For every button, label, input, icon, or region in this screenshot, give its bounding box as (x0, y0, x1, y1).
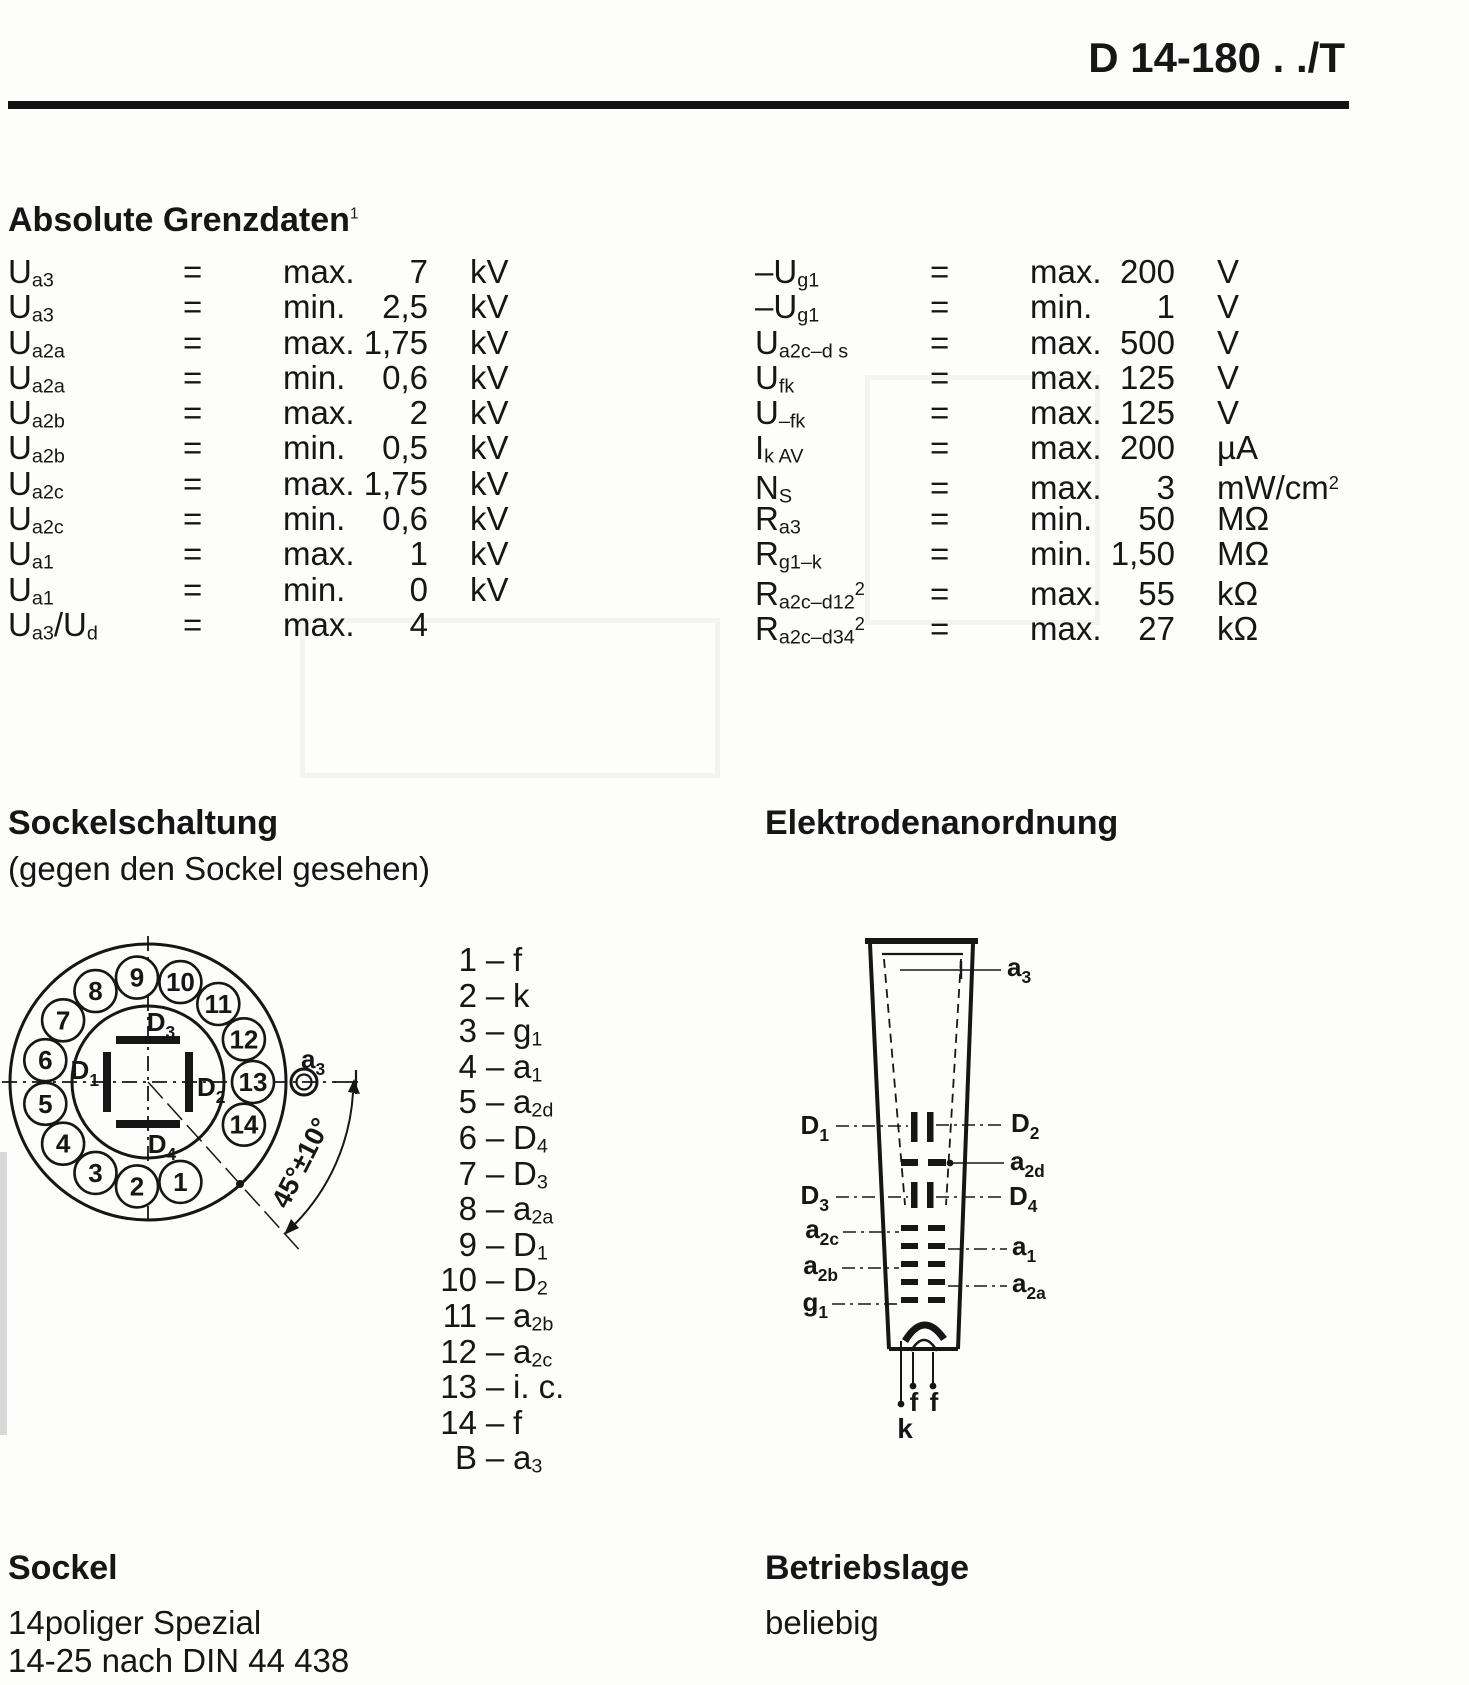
limit-value: 1 (1156, 288, 1175, 326)
equals-sign: = (183, 253, 203, 290)
limit-symbol: $R_{a3}$ (755, 500, 801, 539)
k-label: k (897, 1413, 913, 1444)
pin-number: 2 (458, 976, 477, 1014)
limit-symbol: $R_{a2c-d12}^2$ (755, 574, 865, 614)
pin-number: 9 (458, 1225, 477, 1263)
equals-sign: = (930, 323, 950, 361)
d2-label: $D_2$ (1011, 1108, 1040, 1143)
angle-dimension-label: 45°±10° (265, 1113, 337, 1213)
limit-qualifier: min. (283, 288, 346, 326)
limit-unit: kV (470, 394, 509, 432)
limit-qualifier: max. (1030, 253, 1102, 290)
limit-row (8, 535, 509, 574)
equals-sign: = (183, 605, 203, 643)
pin-separator: – (485, 1154, 505, 1192)
pin-separator: – (485, 1296, 505, 1334)
limit-qualifier: min. (283, 570, 346, 608)
limit-symbol: $R_{g1-k}$ (755, 535, 822, 574)
tube-inner-dashed-right (946, 959, 961, 1205)
socket-pin-number: 11 (204, 989, 233, 1019)
pin-number: 12 (440, 1332, 477, 1370)
mounting-position-value: beliebig (765, 1604, 879, 1641)
a2c-label: $a_{2c}$ (805, 1214, 839, 1249)
limit-symbol: $U_{a2c}$ (8, 500, 64, 539)
pin-separator: – (485, 1368, 505, 1406)
limit-symbol: $U_{-fk}$ (755, 394, 806, 433)
equals-sign: = (930, 253, 950, 290)
anode-stack-bar (928, 1225, 945, 1231)
anode-stack-bar (928, 1261, 945, 1267)
socket-pin-number: 6 (38, 1045, 53, 1076)
limit-qualifier: max. (1030, 468, 1102, 506)
pin-label: $a_{2a}$ (513, 1190, 554, 1229)
equals-sign: = (183, 500, 203, 538)
pin-number: 8 (458, 1190, 477, 1228)
electrode-d1-plate (911, 1112, 918, 1142)
pin-separator: – (485, 941, 505, 978)
diagonal-reference-dot (236, 1180, 244, 1188)
limit-qualifier: min. (1030, 500, 1093, 538)
limit-value: 1,75 (363, 323, 428, 361)
limit-unit: kV (470, 323, 509, 361)
limit-symbol: $-U_{g1}$ (755, 288, 820, 327)
equals-sign: = (930, 288, 950, 326)
pinout-row (399, 1156, 564, 1192)
limit-qualifier: max. (283, 253, 355, 290)
limit-qualifier: min. (283, 358, 346, 396)
limit-unit: V (1217, 358, 1240, 396)
pinout-row (399, 1262, 564, 1298)
footnote-mark: 1 (349, 205, 359, 223)
base-din-line: 14-25 nach DIN 44 438 (8, 1642, 350, 1679)
tube-inner-dashed-left (884, 959, 905, 1205)
pin-separator: – (485, 1190, 505, 1228)
anode-stack-bar (901, 1261, 918, 1267)
pin-number: 5 (458, 1083, 477, 1121)
pinout-row (399, 1440, 564, 1476)
pin-number: 11 (442, 1296, 477, 1334)
pin-label: k (513, 976, 530, 1014)
pin-label: f (513, 1403, 523, 1441)
limit-row (8, 358, 509, 398)
limit-row (8, 323, 509, 363)
plate-d2-bar (185, 1052, 193, 1112)
a2d-bar (901, 1159, 918, 1166)
pinout-row (399, 1227, 564, 1263)
pin-number: 14 (440, 1403, 477, 1441)
plate-d2-label: $D_2$ (197, 1072, 226, 1107)
equals-sign: = (930, 609, 950, 647)
pin-separator: – (485, 1083, 505, 1121)
limit-value: 200 (1119, 253, 1175, 290)
pin-separator: – (485, 1439, 505, 1477)
pin-label: $a_1$ (513, 1047, 543, 1087)
equals-sign: = (930, 500, 950, 538)
a2d-leader-dot (947, 1160, 954, 1167)
electrode-section-heading: Elektrodenanordnung (765, 804, 1119, 842)
socket-pin-number: 12 (229, 1024, 259, 1055)
anode-stack-bar (928, 1279, 945, 1285)
limit-qualifier: max. (283, 535, 355, 573)
equals-sign: = (183, 464, 203, 502)
a2a-label: $a_{2a}$ (1012, 1268, 1046, 1303)
limit-value: 1,50 (1110, 535, 1175, 573)
scan-ghost-artifact (865, 375, 1100, 625)
anode-stack-bar (928, 1243, 945, 1249)
socket-pin-number: 7 (55, 1005, 71, 1036)
limit-symbol: $U_{a2c-d s}$ (755, 323, 849, 363)
a1-label: $a_1$ (1012, 1231, 1037, 1266)
limit-qualifier: max. (1030, 429, 1102, 467)
pin-label: $D_3$ (513, 1154, 548, 1194)
pin-separator: – (485, 1261, 505, 1299)
equals-sign: = (930, 358, 950, 396)
socket-section-heading: Sockelschaltung (8, 804, 279, 842)
f-label: f (909, 1387, 919, 1417)
pinout-row (399, 1191, 564, 1227)
plate-d1-label: $D_1$ (70, 1055, 99, 1090)
pin-separator: – (485, 1118, 505, 1156)
limit-symbol: $U_{a3}$ (8, 253, 54, 292)
limit-value: 125 (1119, 358, 1175, 396)
anode-stack-bar (901, 1279, 918, 1285)
limit-symbol: $U_{a1}$ (8, 570, 54, 610)
pinout-row (399, 1298, 564, 1334)
socket-pin-number: 13 (238, 1067, 268, 1097)
socket-pin-number: 3 (88, 1157, 103, 1188)
limit-qualifier: max. (283, 323, 355, 361)
socket-pin-number: 4 (55, 1128, 71, 1159)
socket-pin-number: 1 (173, 1166, 188, 1197)
limit-value: 0 (409, 570, 428, 608)
d1-label: $D_1$ (800, 1110, 829, 1145)
pin-separator: – (485, 1047, 505, 1085)
limit-value: 500 (1119, 323, 1175, 361)
pinout-row (399, 1120, 564, 1156)
equals-sign: = (183, 358, 203, 396)
limit-symbol: $U_{a2b}$ (8, 394, 65, 433)
base-type-line: 14poliger Spezial (8, 1604, 262, 1641)
limit-unit: V (1217, 288, 1240, 326)
limit-value: 7 (409, 253, 428, 290)
limit-unit: kV (470, 500, 509, 538)
tube-right-wall (958, 944, 973, 1349)
limits-table-left (8, 253, 509, 645)
pinout-list (399, 942, 564, 1476)
pin-number: 3 (458, 1012, 477, 1050)
electrode-d4-plate (927, 1182, 934, 1208)
limit-symbol: $U_{a2b}$ (8, 429, 65, 469)
pin-label: $D_1$ (513, 1225, 548, 1265)
limit-row (755, 288, 1339, 327)
limit-qualifier: max. (1030, 394, 1102, 432)
plate-d4-label: $D_4$ (147, 1129, 177, 1164)
f-label: f (929, 1387, 939, 1417)
limit-qualifier: max. (1030, 358, 1102, 396)
d3-label: $D_3$ (800, 1180, 829, 1215)
limit-symbol: $I_{k AV}$ (755, 429, 804, 469)
limit-unit: kΩ (1217, 574, 1259, 612)
equals-sign: = (930, 429, 950, 467)
limit-qualifier: min. (283, 500, 346, 538)
pin-label: $D_4$ (513, 1118, 548, 1158)
limits-heading-text: Absolute Grenzdaten (8, 201, 350, 239)
socket-pin-number: 5 (38, 1088, 53, 1119)
diagrams-canvas (0, 860, 1469, 1490)
limit-value: 0,5 (382, 429, 428, 467)
pin-number: 10 (440, 1261, 477, 1299)
k-lead-dot (898, 1401, 905, 1408)
pin-label: $D_2$ (513, 1261, 548, 1300)
mounting-position-heading: Betriebslage (765, 1549, 970, 1587)
pinout-row (399, 1049, 564, 1085)
pin-separator: – (485, 976, 505, 1014)
pin-number: 13 (440, 1368, 477, 1406)
pinout-row (399, 1013, 564, 1049)
anode-stack-bar (901, 1297, 918, 1303)
limit-symbol: $N_S$ (755, 468, 793, 508)
limit-qualifier: max. (283, 394, 355, 432)
limit-symbol: $U_{a2a}$ (8, 358, 65, 398)
a2d-bar (928, 1159, 946, 1166)
cathode-shield-arc (905, 1325, 944, 1341)
limit-value: 0,6 (382, 500, 428, 538)
electrode-d2-plate (927, 1112, 934, 1142)
header-rule (8, 101, 1349, 109)
limit-qualifier: min. (1030, 535, 1093, 573)
equals-sign: = (930, 394, 950, 432)
limit-row (755, 323, 1339, 363)
a3-label: $a_3$ (1007, 952, 1032, 987)
socket-pin-number: 10 (165, 967, 195, 998)
pin-separator: – (485, 1403, 505, 1441)
limit-unit: V (1217, 323, 1240, 361)
socket-subtitle: (gegen den Sockel gesehen) (8, 850, 430, 887)
limit-value: 2,5 (382, 288, 428, 326)
pin-separator: – (485, 1012, 505, 1050)
equals-sign: = (930, 468, 950, 506)
tube-left-wall (870, 944, 889, 1349)
pinout-row (399, 1084, 564, 1120)
limit-unit: V (1217, 253, 1240, 290)
socket-pin-ring (24, 957, 274, 1208)
limit-value: 0,6 (382, 358, 428, 396)
limit-qualifier: max. (1030, 574, 1102, 612)
limit-value: 55 (1138, 574, 1175, 612)
limit-qualifier: min. (283, 429, 346, 467)
socket-diagram (2, 936, 360, 1254)
limit-value: 200 (1119, 429, 1175, 467)
socket-pin-number: 14 (229, 1109, 259, 1140)
limit-unit: V (1217, 394, 1240, 432)
scan-ghost-artifact (300, 618, 720, 778)
pinout-row (399, 1405, 564, 1441)
limit-symbol: $-U_{g1}$ (755, 253, 820, 292)
electrode-diagram (801, 941, 1047, 1444)
limit-symbol: $U_{a3}/U_d$ (8, 605, 98, 645)
limit-unit: MΩ (1217, 500, 1270, 538)
base-heading: Sockel (8, 1549, 118, 1587)
pinout-row (399, 942, 564, 978)
pin-number: 7 (458, 1154, 477, 1192)
limit-unit: $mW/cm^2$ (1217, 468, 1339, 506)
limit-qualifier: max. (1030, 609, 1102, 647)
socket-pin-number: 8 (88, 976, 103, 1007)
limit-qualifier: min. (1030, 288, 1093, 326)
pin-number: B (454, 1439, 477, 1477)
pinout-row (399, 978, 564, 1014)
limit-value: 3 (1156, 468, 1175, 506)
pin-label: $g_1$ (513, 1012, 543, 1051)
socket-pin-number: 9 (129, 962, 145, 993)
pin-label: i. c. (513, 1368, 565, 1406)
limit-row (8, 429, 509, 469)
equals-sign: = (183, 323, 203, 361)
pin-separator: – (485, 1225, 505, 1263)
plate-d3-label: $D_3$ (146, 1007, 176, 1042)
equals-sign: = (183, 394, 203, 432)
pin-number: 4 (458, 1047, 477, 1085)
pin-number: 6 (458, 1118, 477, 1156)
limit-value: 125 (1119, 394, 1175, 432)
anode-stack-bar (901, 1243, 918, 1249)
equals-sign: = (930, 574, 950, 612)
limit-value: 1,75 (363, 464, 428, 502)
pinout-row (399, 1369, 564, 1405)
limit-qualifier: max. (283, 464, 355, 502)
limit-unit: MΩ (1217, 535, 1270, 573)
pinout-row (399, 1334, 564, 1370)
limit-value: 2 (409, 394, 428, 432)
limit-symbol: $U_{a2c}$ (8, 464, 64, 504)
pin-label: f (513, 941, 523, 978)
limit-qualifier: max. (1030, 323, 1102, 361)
limit-row (8, 570, 509, 610)
limit-unit: kV (470, 358, 509, 396)
limit-unit: kV (470, 464, 509, 502)
pin-number: 1 (458, 941, 477, 978)
limit-value: 50 (1138, 500, 1175, 538)
equals-sign: = (183, 570, 203, 608)
plate-d4-bar (116, 1120, 180, 1128)
limit-row (755, 253, 1339, 292)
equals-sign: = (183, 535, 203, 573)
limit-symbol: $U_{a1}$ (8, 535, 54, 574)
anode-stack-bar (928, 1297, 945, 1303)
limit-symbol: $R_{a2c-d34}^2$ (755, 609, 865, 649)
limit-unit: kV (470, 253, 509, 290)
pin-label: $a_3$ (513, 1439, 543, 1478)
plate-d1-bar (103, 1052, 111, 1112)
limit-unit: kV (470, 288, 509, 326)
pin-label: $a_{2c}$ (513, 1332, 553, 1372)
g1-label: $g_1$ (802, 1287, 828, 1322)
limit-row (8, 288, 509, 327)
pin-label: $a_{2d}$ (513, 1083, 554, 1122)
pin-separator: – (485, 1332, 505, 1370)
limit-symbol: $U_{a3}$ (8, 288, 54, 327)
limit-row (8, 253, 509, 292)
limit-value: 1 (409, 535, 428, 573)
limits-heading (8, 201, 358, 240)
equals-sign: = (930, 535, 950, 573)
limit-value: 27 (1138, 609, 1175, 647)
bulb-contact-label: $a_3$ (301, 1044, 326, 1079)
limit-unit: kV (470, 429, 509, 467)
page-title: D 14-180 . ./T (1088, 34, 1345, 81)
pin-label: $a_{2b}$ (513, 1296, 554, 1336)
limit-row (8, 394, 509, 433)
anode-stack-bar (901, 1225, 918, 1231)
a2d-label: $a_{2d}$ (1010, 1146, 1045, 1181)
socket-pin-number: 2 (129, 1171, 145, 1202)
limit-row (8, 500, 509, 539)
equals-sign: = (183, 288, 203, 326)
limit-qualifier: max. (283, 605, 355, 643)
limit-unit: kV (470, 535, 509, 573)
d4-label: $D_4$ (1009, 1181, 1038, 1216)
equals-sign: = (183, 429, 203, 467)
limit-row (8, 464, 509, 504)
limit-symbol: $U_{a2a}$ (8, 323, 65, 363)
a2b-label: $a_{2b}$ (803, 1250, 838, 1285)
limit-unit: kΩ (1217, 609, 1259, 647)
electrode-d3-plate (911, 1182, 918, 1208)
limit-unit: µA (1217, 429, 1259, 467)
limit-symbol: $U_{fk}$ (755, 358, 795, 398)
limit-value: 4 (409, 605, 428, 643)
limit-unit: kV (470, 570, 509, 608)
